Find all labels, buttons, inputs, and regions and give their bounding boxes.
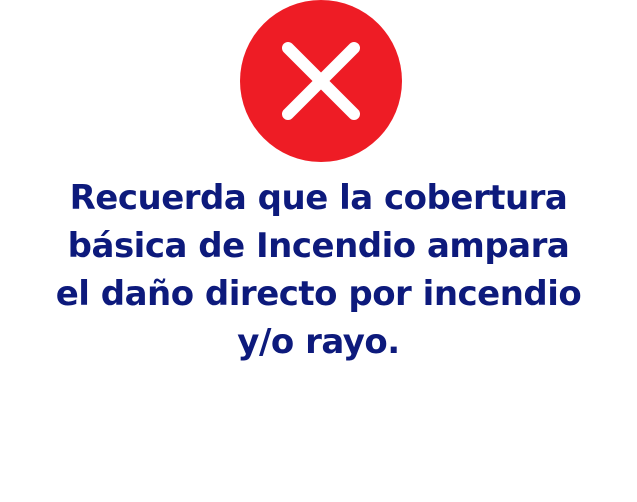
message-line-4: y/o rayo.	[237, 322, 400, 362]
close-icon	[240, 0, 402, 162]
message-line-3: el daño directo por incendio	[55, 274, 582, 314]
error-badge	[240, 0, 402, 162]
message-line-1: Recuerda que la cobertura	[69, 178, 568, 218]
message-line-2: básica de Incendio ampara	[67, 226, 570, 266]
coverage-message	[20, 174, 617, 366]
